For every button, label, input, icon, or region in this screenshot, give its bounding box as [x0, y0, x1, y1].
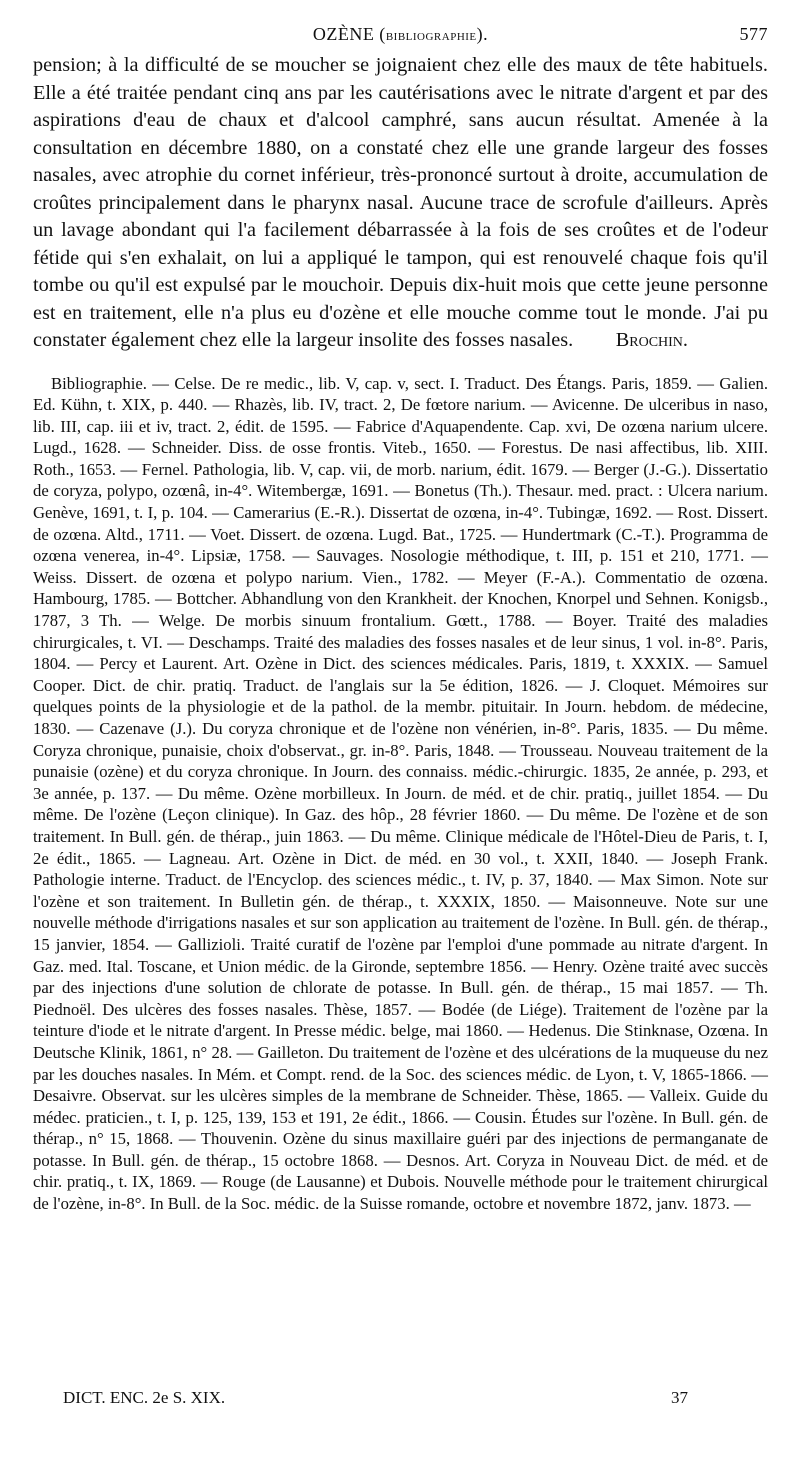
title-end: ).	[476, 24, 489, 44]
page-number: 577	[739, 24, 768, 44]
author-signature: Brochin.	[615, 329, 688, 351]
signature-mark: DICT. ENC. 2e S. XIX.	[63, 1388, 226, 1407]
running-header	[33, 24, 768, 52]
title-main: OZÈNE (	[312, 24, 386, 44]
sheet-number: 37	[671, 1388, 688, 1407]
document-page	[33, 24, 768, 1215]
body-paragraph	[33, 52, 768, 355]
page-footer	[33, 1388, 768, 1412]
bibliography-text: Bibliographie. — Celse. De re medic., lib. V, cap. v, sect. I. Traduct. Des Étangs. Paris, 1859. — Galien. Ed. Kühn, t. XIX, p. 440. — Rhazès, lib. IV, tract. 2, De fœtore narium. — Avicenne. De ulceribus in naso, lib. III, cap. iii et iv, tract. 2, édit. de 1595. — Fabrice d'Aquapendente. Cap. xvi, De ozœna narium ulcere. Lugd., 1628. — Schneider. Diss. de osse frontis. Viteb., 1650. — Forestus. De nasi affectibus, lib. XIII. Roth., 1653. — Fernel. Pathologia, lib. V, cap. vii, de morb. narium, édit. 1679. — Berger (J.-G.). Dissertatio de coryza, polypo, ozœnâ, in-4°. Witembergæ, 1691. — Bonetus (Th.). Thesaur. med. pract. : Ulcera narium. Genève, 1691, t. I, p. 104. — Camerarius (E.-R.). Dissertat de ozœna, in-4°. Tubingæ, 1692. — Rost. Dissert. de ozœna. Altd., 1711. — Voet. Dissert. de ozœna. Lugd. Bat., 1725. — Hundertmark (C.-T.). Programma de ozœna venerea, in-4°. Lipsiæ, 1758. — Sauvages. Nosologie méthodique, t. III, p. 151 et 210, 1771. — Weiss. Dissert. de ozœna et polypo narium. Vien., 1782. — Meyer (F.-A.). Commentatio de ozœna. Hambourg, 1785. — Bottcher. Abhandlung von den Krankheit. der Knochen, Knorpel und Sehnen. Konigsb., 1787, 3 Th. — Welge. De morbis sinuum frontalium. Gœtt., 1788. — Boyer. Traité des maladies chirurgicales, t. VI. — Deschamps. Traité des maladies des fosses nasales et de leur sinus, 1 vol. in-8°. Paris, 1804. — Percy et Laurent. Art. Ozène in Dict. des sciences médicales. Paris, 1819, t. XXXIX. — Samuel Cooper. Dict. de chir. pratiq. Traduct. de l'anglais sur la 5e édition, 1826. — J. Cloquet. Mémoires sur quelques points de la physiologie et de la pathol. de la membr. pituitair. In Journ. hebdom. de médecine, 1830. — Cazenave (J.). Du coryza chronique et de l'ozène non vénérien, in-8°. Paris, 1835. — Du même. Coryza chronique, punaisie, choix d'observat., gr. in-8°. Paris, 1848. — Trousseau. Nouveau traitement de la punaisie (ozène) et du coryza chronique. In Journ. des connaiss. médic.-chirurgic. 1835, 2e année, p. 293, et 3e année, p. 137. — Du même. Ozène morbilleux. In Journ. de méd. et de chir. pratiq., juillet 1854. — Du même. De l'ozène (Leçon clinique). In Gaz. des hôp., 28 février 1860. — Du même. De l'ozène et de son traitement. In Bull. gén. de thérap., juin 1863. — Du même. Clinique médicale de l'Hôtel-Dieu de Paris, t. I, 2e édit., 1865. — Lagneau. Art. Ozène in Dict. de méd. en 30 vol., t. XXII, 1840. — Joseph Frank. Pathologie interne. Traduct. de l'Encyclop. des sciences médic., t. IV, p. 37, 1840. — Max Simon. Note sur l'ozène et son traitement. In Bulletin gén. de thérap., t. XXXIX, 1850. — Maisonneuve. Note sur une nouvelle méthode d'irrigations nasales et sur son application au traitement de l'ozène. In Bull. gén. de thérap., 15 janvier, 1854. — Gallizioli. Traité curatif de l'ozène par l'emploi d'une pommade au nitrate d'argent. In Gaz. med. Ital. Toscane, et Union médic. de la Gironde, septembre 1856. — Henry. Ozène traité avec succès par des injections d'une solution de chlorate de potasse. In Bull. gén. de thérap., 15 mai 1857. — Th. Piednoël. Des ulcères des fosses nasales. Thèse, 1857. — Bodée (de Liége). Traitement de l'ozène par la teinture d'iode et le nitrate d'argent. In Presse médic. belge, mai 1860. — Hedenus. Die Stinknase, Ozœna. In Deutsche Klinik, 1861, n° 28. — Gailleton. Du traitement de l'ozène et des ulcérations de la muqueuse du nez par les douches nasales. In Mém. et Compt. rend. de la Soc. des sciences médic. de Lyon, t. V, 1865-1866. — Desaivre. Observat. sur les ulcères simples de la membrane de Schneider. Thèse, 1865. — Valleix. Guide du médec. praticien., t. I, p. 125, 139, 153 et 191, 2e édit., 1866. — Cousin. Études sur l'ozène. In Bull. gén. de thérap., n° 15, 1868. — Thouvenin. Ozène du sinus maxillaire guéri par des injections de permanganate de potasse. In Bull. gén. de thérap., 15 octobre 1868. — Desnos. Art. Coryza in Nouveau Dict. de méd. et de chir. pratiq., t. IX, 1869. — Rouge (de Lausanne) et Dubois. Nouvelle méthode pour le traitement chirurgical de l'ozène, in-8°. In Bull. de la Soc. médic. de la Suisse romande, octobre et novembre 1872, janv. 1873. —	[33, 373, 768, 1214]
page-title	[33, 24, 768, 45]
title-small-caps: bibliographie	[385, 28, 477, 44]
bibliography-section	[33, 373, 768, 1215]
body-text: pension; à la difficulté de se moucher se joignaient chez elle des maux de tête habituels. Elle a été traitée pendant cinq ans par les cautérisations avec le nitrate d'argent et par des aspirations d'eau de chaux et d'alcool camphré, sans aucun résultat. Amenée à la consultation en décembre 1880, on a constaté chez elle une grande largeur des fosses nasales, avec atrophie du cornet inférieur, très-prononcé surtout à droite, accumulation de croûtes principalement dans le pharynx nasal. Aucune trace de scrofule d'ailleurs. Après un lavage abondant qui l'a facilement débarrassée à la fois de ses croûtes et de l'odeur fétide qui s'en exhalait, on lui a appliqué le tampon, qui est renouvelé chaque fois qu'il tombe ou qu'il est expulsé par le mouchoir. Depuis dix-huit mois que cette jeune personne est en traitement, elle n'a plus eu d'ozène et elle mouche comme tout le monde. J'ai pu constater également chez elle la largeur insolite des fosses nasales.	[33, 54, 768, 351]
